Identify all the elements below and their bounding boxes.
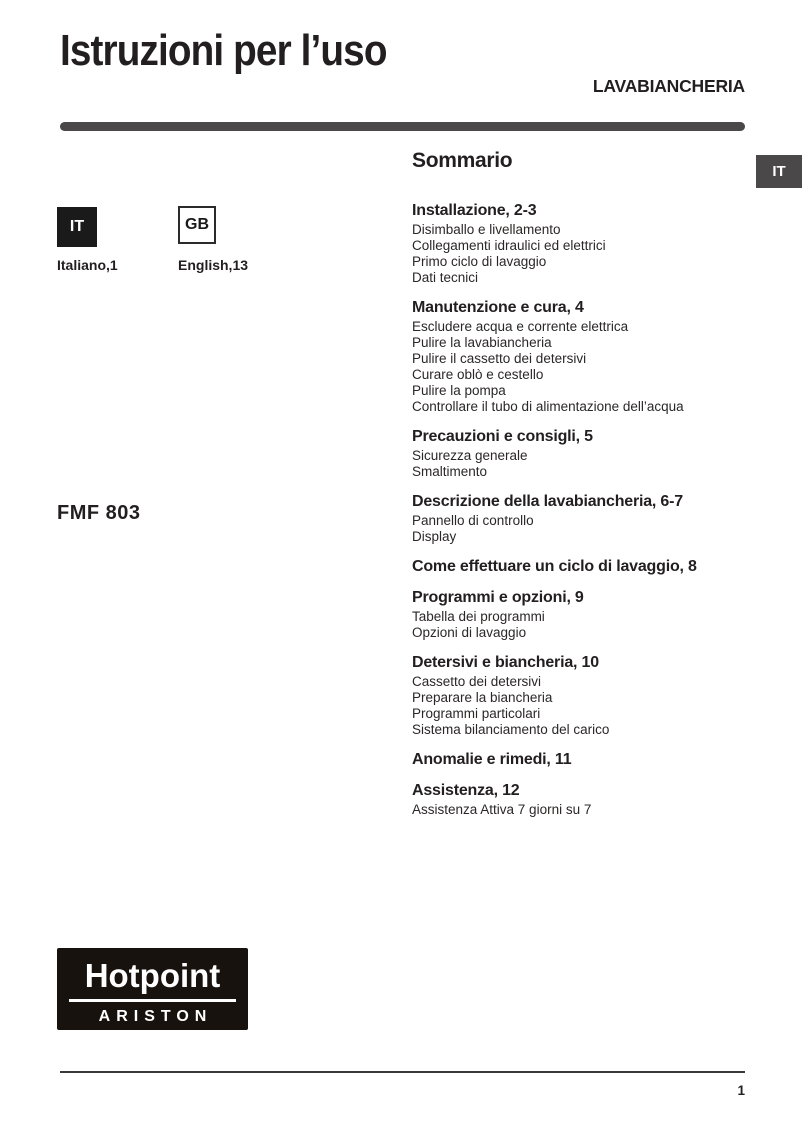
language-label: Italiano,1 <box>57 257 118 273</box>
toc-section <box>412 428 762 480</box>
toc-section-items <box>412 802 762 818</box>
model-number: FMF 803 <box>57 502 141 524</box>
language-flag-badge: IT <box>57 207 97 247</box>
brand-logo-rule <box>69 999 236 1002</box>
toc-item: Dati tecnici <box>412 270 479 285</box>
toc-section-title: Manutenzione e cura, 4 <box>412 299 584 316</box>
toc-item: Disimballo e livellamento <box>412 222 561 237</box>
toc-item: Curare oblò e cestello <box>412 367 544 382</box>
toc-section <box>412 751 762 769</box>
toc-item: Collegamenti idraulici ed elettrici <box>412 238 606 253</box>
toc-section-items <box>412 609 762 641</box>
toc-section-title: Come effettuare un ciclo di lavaggio, 8 <box>412 558 697 575</box>
language-edge-tab: IT <box>756 155 802 188</box>
toc-section-items <box>412 513 762 545</box>
toc-section <box>412 782 762 818</box>
toc-section-items <box>412 674 762 738</box>
toc-item: Display <box>412 529 457 544</box>
toc-section-title: Descrizione della lavabiancheria, 6-7 <box>412 493 683 510</box>
page-title: Istruzioni per l’uso <box>60 26 387 75</box>
toc-section-items <box>412 448 762 480</box>
toc-item: Tabella dei programmi <box>412 609 545 624</box>
toc-item: Preparare la biancheria <box>412 690 553 705</box>
toc-section-items <box>412 222 762 286</box>
toc-item: Sicurezza generale <box>412 448 528 463</box>
toc-item: Cassetto dei detersivi <box>412 674 542 689</box>
toc-section <box>412 654 762 738</box>
toc-item: Assistenza Attiva 7 giorni su 7 <box>412 802 592 817</box>
toc-section <box>412 202 762 286</box>
toc-item: Programmi particolari <box>412 706 541 721</box>
footer-divider-line <box>60 1071 745 1073</box>
toc-section <box>412 589 762 641</box>
toc-item: Escludere acqua e corrente elettrica <box>412 319 629 334</box>
toc-item: Controllare il tubo di alimentazione dell’acqua <box>412 399 684 414</box>
toc-section-title: Programmi e opzioni, 9 <box>412 589 584 606</box>
table-of-contents <box>412 150 762 831</box>
toc-section-title: Anomalie e rimedi, 11 <box>412 751 572 768</box>
language-label: English,13 <box>178 257 249 273</box>
toc-section <box>412 299 762 415</box>
toc-section-title: Detersivi e biancheria, 10 <box>412 654 599 671</box>
toc-item: Pannello di controllo <box>412 513 534 528</box>
title-divider-bar <box>60 122 745 131</box>
toc-sections <box>412 202 762 818</box>
toc-section <box>412 493 762 545</box>
toc-item: Opzioni di lavaggio <box>412 625 527 640</box>
toc-item: Pulire il cassetto dei detersivi <box>412 351 587 366</box>
appliance-type-label: LAVABIANCHERIA <box>592 76 745 96</box>
brand-logo <box>57 948 248 1030</box>
toc-item: Pulire la lavabiancheria <box>412 335 552 350</box>
page-number: 1 <box>737 1083 745 1098</box>
toc-heading: Sommario <box>412 149 513 172</box>
toc-section <box>412 558 762 576</box>
toc-item: Primo ciclo di lavaggio <box>412 254 547 269</box>
brand-sub-name: ARISTON <box>98 1007 213 1025</box>
toc-section-title: Installazione, 2-3 <box>412 202 537 219</box>
toc-section-title: Precauzioni e consigli, 5 <box>412 428 593 445</box>
toc-item: Smaltimento <box>412 464 488 479</box>
language-flag-badge: GB <box>178 206 216 244</box>
brand-name: Hotpoint <box>84 957 221 994</box>
toc-item: Pulire la pompa <box>412 383 506 398</box>
toc-item: Sistema bilanciamento del carico <box>412 722 610 737</box>
toc-section-title: Assistenza, 12 <box>412 782 520 799</box>
toc-section-items <box>412 319 762 415</box>
